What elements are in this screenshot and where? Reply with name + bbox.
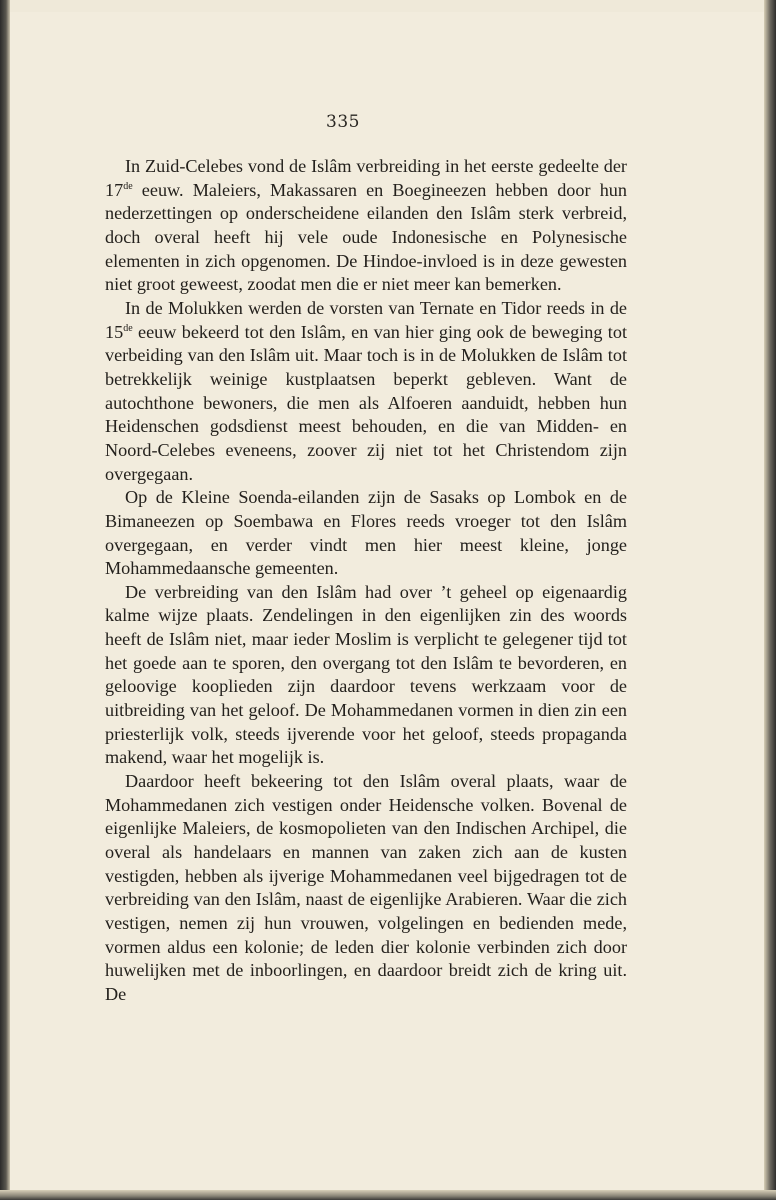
paragraph xyxy=(105,770,627,1007)
paragraph-text: In de Molukken werden de vorsten van Ternate en Tidor reeds in de 15 xyxy=(105,297,627,342)
paragraph xyxy=(105,297,627,486)
paragraph-text: Daardoor heeft bekeering tot den Islâm overal plaats, waar de Mohammedanen zich vestigen onder Heidensche volken. Bovenal de eigenlijke Maleiers, de kosmopolieten van den Indischen Archipel, die overal als handelaars en mannen van zaken zich aan de kusten vestigden, hebben als ijverige Mohammedanen veel bijgedragen tot de verbreiding van den Islâm, naast de eigenlijke Arabieren. Waar die zich vestigen, nemen zij hun vrouwen, volgelingen en bedienden mede, vormen aldus een kolonie; de leden dier kolonie verbinden zich door huwelijken met de inboorlingen, en daardoor breidt zich de kring uit. De xyxy=(105,771,627,1004)
paragraph-text: Op de Kleine Soenda-eilanden zijn de Sasaks op Lombok en de Bimaneezen op Soembawa en Flores reeds vroeger tot den Islâm overgegaan, en verder vindt men hier meest kleine, jonge Mohammedaansche gemeenten. xyxy=(105,487,627,579)
paragraph-text: De verbreiding van den Islâm had over ’t geheel op eigenaardig kalme wijze plaats. Zendelingen in den eigenlijken zin des woords heeft de Islâm niet, maar ieder Moslim is verplicht te gelegener tijd tot het goede aan te sporen, den overgang tot den Islâm te bevorderen, en geloovige kooplieden zijn daardoor tevens werkzaam voor de uitbreiding van het geloof. De Mohammedanen vormen in dien zin een priesterlijk volk, steeds ijverende voor het geloof, steeds propaganda makend, waar het mogelijk is. xyxy=(105,581,627,768)
page-edge-right xyxy=(764,0,776,1200)
page-number: 335 xyxy=(326,112,360,132)
paragraph xyxy=(105,155,627,297)
book-binding-edge xyxy=(0,0,10,1200)
page-edge-bottom xyxy=(0,1190,776,1200)
ordinal-superscript: de xyxy=(123,180,133,192)
paragraph-text: eeuw. Maleiers, Makassaren en Boegineezen hebben door hun nederzettingen op onderscheidene eilanden den Islâm sterk verbreid, doch overal heeft hij vele oude Indonesische en Polynesische elementen in zich opgenomen. De Hindoe-invloed is in deze gewesten niet groot geweest, zoodat men die er niet meer kan bemerken. xyxy=(105,179,627,295)
paragraph xyxy=(105,581,627,770)
ordinal-superscript: de xyxy=(123,322,133,334)
paragraph xyxy=(105,486,627,581)
body-text xyxy=(105,155,627,1007)
paragraph-text: eeuw bekeerd tot den Islâm, en van hier ging ook de beweging tot verbeiding van den Islâm uit. Maar toch is in de Molukken de Islâm tot betrekkelijk weinige kustplaatsen beperkt gebleven. Want de autochthone bewoners, die men als Alfoeren aanduidt, hebben hun Heidenschen godsdienst meest behouden, en die van Midden- en Noord-Celebes eveneens, zoover zij niet tot het Christendom zijn overgegaan. xyxy=(105,321,627,484)
book-page xyxy=(10,12,764,1190)
paragraph-text: In Zuid-Celebes vond de Islâm verbreiding in het eerste gedeelte der 17 xyxy=(105,156,627,200)
